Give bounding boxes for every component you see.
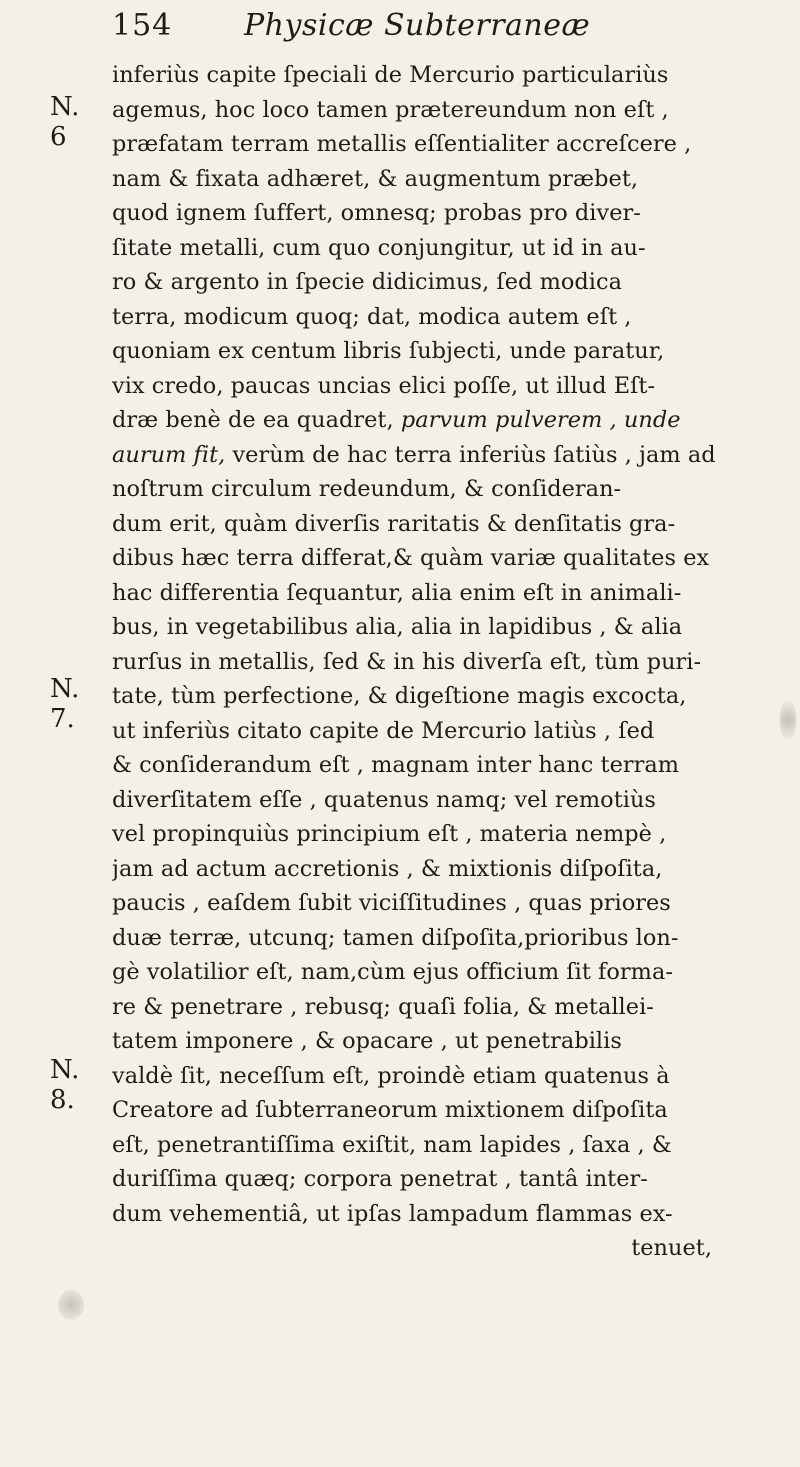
margin-note-number: 6 bbox=[50, 122, 67, 152]
text-line: valdè ſit, neceſſum eſt, proindè etiam quatenus à bbox=[112, 1062, 670, 1089]
text-line: gè volatilior eſt, nam,cùm ejus officium ſit forma- bbox=[112, 959, 673, 985]
text-line: terra, modicum quoq; dat, modica autem eſt , bbox=[112, 303, 632, 330]
paper-stain bbox=[58, 1290, 84, 1320]
margin-note-number: 8. bbox=[50, 1085, 75, 1115]
text-line: Creatore ad ſubterraneorum mixtionem diſpoſita bbox=[112, 1097, 668, 1123]
margin-notes bbox=[0, 0, 110, 1467]
margin-note-number: 7. bbox=[50, 704, 75, 734]
text-line: dum vehementiâ, ut ipſas lampadum flammas ex- bbox=[112, 1200, 673, 1227]
text-line: paucis , eaſdem ſubit viciſſitudines , quas priores bbox=[112, 890, 671, 916]
text-line: diverſitatem eſſe , quatenus namq; vel remotiùs bbox=[112, 786, 656, 813]
text-line: quoniam ex centum libris ſubjecti, unde paratur, bbox=[112, 338, 665, 364]
margin-note-label: N. bbox=[50, 1055, 80, 1085]
text-line: jam ad actum accretionis , & mixtionis diſpoſita, bbox=[112, 855, 663, 882]
text-line: præfatam terram metallis eſſentialiter accreſcere , bbox=[112, 131, 692, 157]
text-line: ſitate metalli, cum quo conjungitur, ut id in au- bbox=[112, 234, 646, 261]
page-header bbox=[112, 8, 732, 60]
text-line: dibus hæc terra differat,& quàm variæ qualitates ex bbox=[112, 545, 710, 571]
text-line: hac differentia ſequantur, alia enim eſt in animali- bbox=[112, 579, 682, 606]
paper-stain bbox=[780, 700, 796, 740]
text-line: agemus, hoc loco tamen prætereundum non eſt , bbox=[112, 96, 669, 123]
text-fragment: verùm de hac terra inferiùs ſatiùs , jam ad bbox=[232, 441, 716, 468]
text-line: & conſiderandum eſt , magnam inter hanc terram bbox=[112, 752, 680, 778]
text-line: quod ignem ſuffert, omnesq; probas pro diver- bbox=[112, 200, 641, 226]
margin-note bbox=[50, 1055, 100, 1115]
margin-note-label: N. bbox=[50, 674, 80, 704]
text-line: vix credo, paucas uncias elici poſſe, ut illud Eſt- bbox=[112, 372, 656, 399]
italic-phrase: aurum fit, bbox=[112, 441, 226, 468]
text-line: dum erit, quàm diverſis raritatis & denſitatis gra- bbox=[112, 510, 676, 537]
running-title: Physicæ Subterraneæ bbox=[244, 8, 591, 43]
text-line: tate, tùm perfectione, & digeſtione magis excocta, bbox=[112, 683, 687, 709]
text-line: vel propinquiùs principium eſt , materia nempè , bbox=[112, 821, 667, 847]
text-line: eſt, penetrantiſſima exiſtit, nam lapides , ſaxa , & bbox=[112, 1131, 672, 1158]
text-line bbox=[112, 403, 798, 438]
text-line: rurſus in metallis, ſed & in his diverſa eſt, tùm puri- bbox=[112, 648, 702, 675]
margin-note-label: N. bbox=[50, 92, 80, 122]
text-line: nam & fixata adhæret, & augmentum præbet, bbox=[112, 165, 639, 192]
text-line: inferiùs capite ſpeciali de Mercurio particulariùs bbox=[112, 62, 669, 88]
page-number: 154 bbox=[112, 8, 173, 43]
text-line: noſtrum circulum redeundum, & conſideran- bbox=[112, 476, 622, 502]
text-line bbox=[112, 438, 798, 473]
text-line: bus, in vegetabilibus alia, alia in lapidibus , & alia bbox=[112, 614, 683, 640]
text-line: tatem imponere , & opacare , ut penetrabilis bbox=[112, 1028, 622, 1054]
text-line: tenuet, bbox=[631, 1235, 712, 1261]
text-line: duæ terræ, utcunq; tamen diſpoſita,prioribus lon- bbox=[112, 924, 679, 951]
margin-note bbox=[50, 92, 100, 152]
text-line: duriſſima quæq; corpora penetrat , tantâ inter- bbox=[112, 1166, 648, 1192]
text-line: ro & argento in ſpecie didicimus, ſed modica bbox=[112, 269, 622, 295]
text-line: ut inferiùs citato capite de Mercurio latiùs , ſed bbox=[112, 717, 655, 744]
italic-phrase: parvum pulverem , unde bbox=[400, 407, 681, 433]
text-line: re & penetrare , rebusq; quaſi folia, & metallei- bbox=[112, 993, 654, 1020]
body-text bbox=[112, 58, 798, 1266]
text-fragment: dræ benè de ea quadret, bbox=[112, 407, 394, 433]
margin-note bbox=[50, 674, 100, 734]
